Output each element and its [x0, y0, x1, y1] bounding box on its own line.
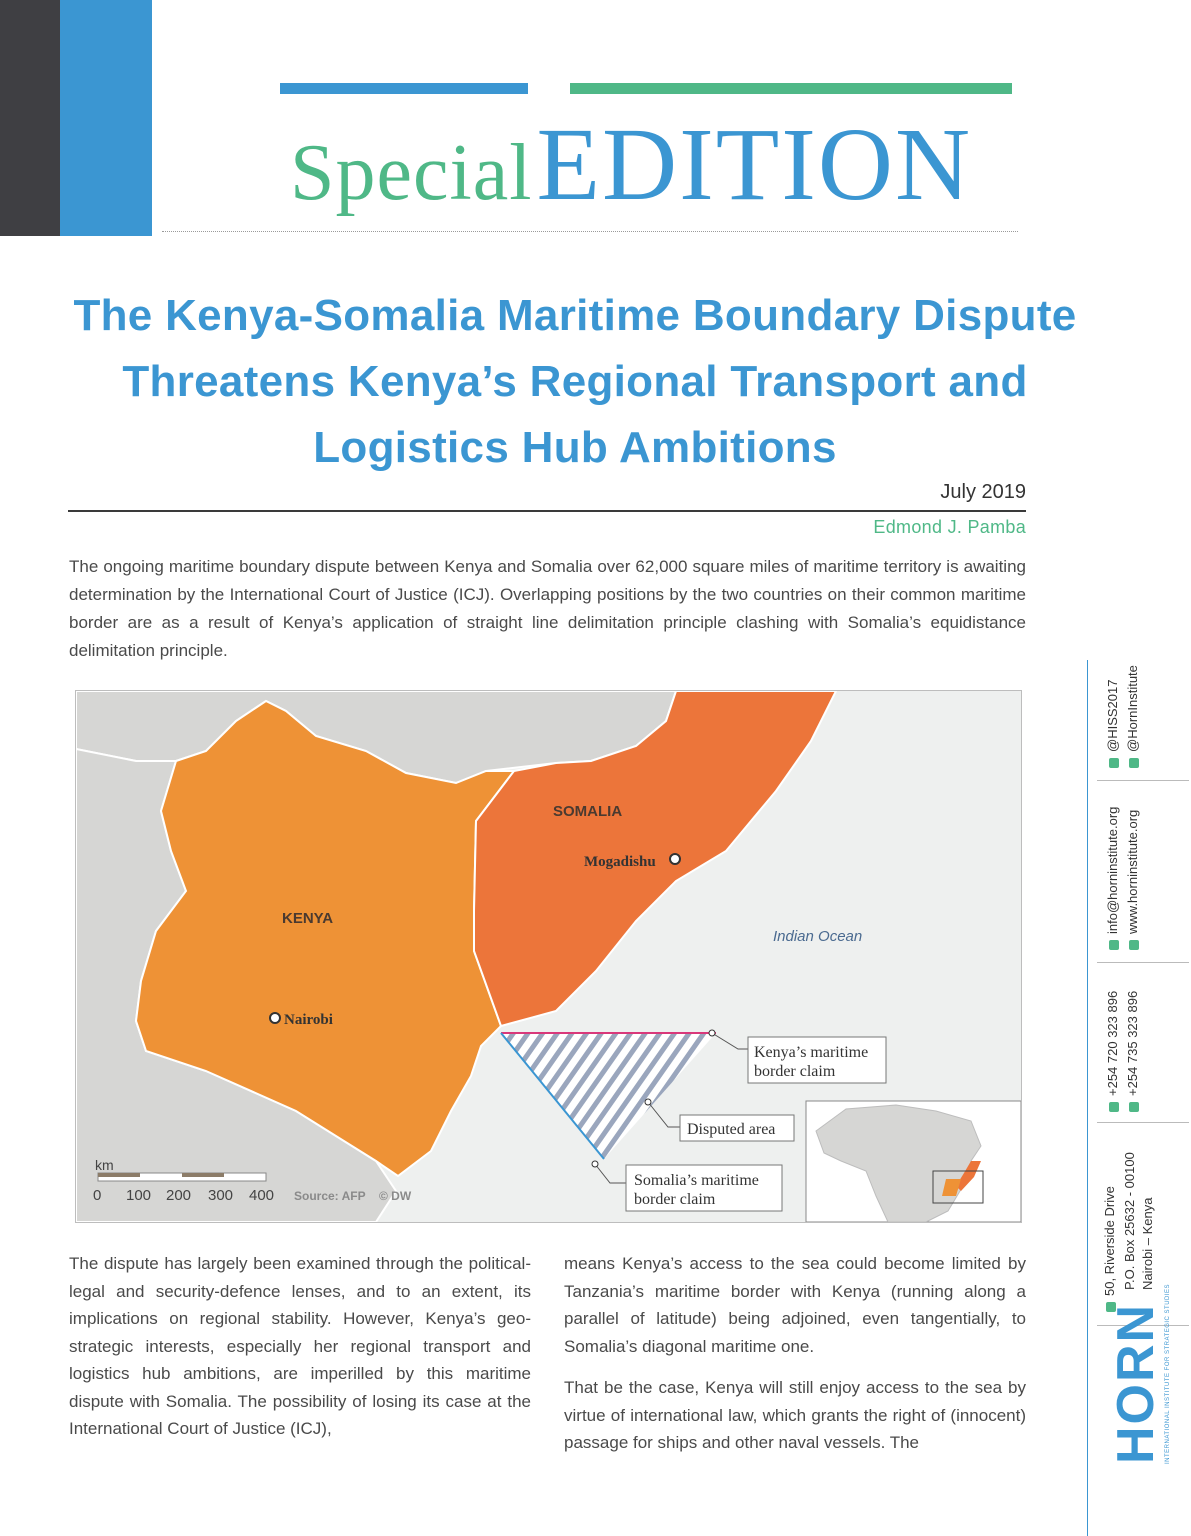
mobile-icon	[1129, 1102, 1139, 1112]
sidebar-divider	[1097, 1122, 1189, 1123]
body-column-right	[564, 1250, 1026, 1471]
kenya-claim-label-1: Kenya’s maritime	[754, 1044, 869, 1061]
disputed-label: Disputed area	[687, 1121, 776, 1138]
web-text: www.horninstitute.org	[1125, 809, 1140, 934]
article-date: July 2019	[940, 481, 1026, 503]
kenya-label: KENYA	[282, 910, 334, 927]
kenya-claim-label-2: border claim	[754, 1063, 836, 1080]
contact-web[interactable]	[1123, 810, 1143, 950]
address-line-1: 50, Riverside Drive	[1102, 1186, 1117, 1296]
masthead-edition: EDITION	[536, 107, 973, 222]
mogadishu-marker	[670, 854, 680, 864]
twitter-handle: @HornInstitute	[1125, 665, 1140, 752]
scale-tick-0: 0	[93, 1187, 102, 1204]
horn-logo: HORN	[1107, 1302, 1165, 1464]
map-svg	[76, 691, 1021, 1222]
article-title: The Kenya-Somalia Maritime Boundary Dispute Threatens Kenya’s Regional Transport and Logistics Hub Ambitions	[73, 291, 1077, 472]
contact-address-1	[1100, 1186, 1120, 1312]
nairobi-label: Nairobi	[284, 1012, 333, 1028]
body-paragraph: That be the case, Kenya will still enjoy access to the sea by virtue of international law, which grants the right of (innocent) passage for ships and other naval vessels. The	[564, 1378, 1026, 1452]
horn-logo-subtitle: INTERNATIONAL INSTITUTE FOR STRATEGIC STUDIES	[1165, 1283, 1171, 1464]
scale-unit: km	[95, 1157, 114, 1173]
body-column-left	[69, 1250, 531, 1457]
contact-address-2: P.O. Box 25632 - 00100	[1122, 1152, 1137, 1290]
masthead-green-rule	[570, 83, 1012, 94]
somalia-claim-label-1: Somalia’s maritime	[634, 1172, 759, 1189]
title-divider	[68, 510, 1026, 512]
facebook-handle: @HISS2017	[1105, 679, 1120, 752]
scale-tick-100: 100	[126, 1187, 152, 1204]
sidebar-rule	[1087, 660, 1088, 1536]
scale-seg-3	[182, 1173, 224, 1177]
scale-tick-400: 400	[249, 1187, 275, 1204]
masthead	[290, 105, 972, 224]
masthead-blue-rule	[280, 83, 528, 94]
scale-tick-200: 200	[166, 1187, 192, 1204]
map-figure	[75, 690, 1022, 1223]
phone-1-text: +254 720 323 896	[1105, 990, 1120, 1096]
social-twitter[interactable]	[1123, 665, 1143, 768]
contact-phone-2[interactable]	[1123, 991, 1143, 1112]
intro-paragraph: The ongoing maritime boundary dispute between Kenya and Somalia over 62,000 square miles of maritime territory is awaiting determination by the International Court of Justice (ICJ). Overlapping positions by the two countries on their common maritime border are as a result of Kenya’s application of straight line delimitation principle clashing with Somalia’s equidistance delimitation principle.	[69, 557, 1026, 660]
source-label: Source: AFP	[294, 1189, 366, 1203]
facebook-icon	[1109, 758, 1119, 768]
somalia-claim-marker	[592, 1161, 598, 1167]
inset-map	[806, 1101, 1021, 1222]
indian-ocean-label: Indian Ocean	[773, 928, 863, 945]
phone-2-text: +254 735 323 896	[1125, 990, 1140, 1096]
header-blue-bar	[60, 0, 152, 236]
header-dark-bar	[0, 0, 60, 236]
somalia-claim-label-2: border claim	[634, 1191, 716, 1208]
disputed-marker	[645, 1099, 651, 1105]
body-paragraph: The dispute has largely been examined through the political-legal and security-defence lenses, and to an extent, its implications on regional stability. However, Kenya’s geo-strategic interests, especially her regional transport and logistics hub ambitions, are imperilled by this maritime dispute with Somalia. The possibility of losing its case at the International Court of Justice (ICJ),	[69, 1254, 531, 1438]
kenya-claim-marker	[709, 1030, 715, 1036]
somalia-label: SOMALIA	[553, 803, 623, 820]
mogadishu-label: Mogadishu	[584, 854, 656, 870]
twitter-icon	[1129, 758, 1139, 768]
scale-seg-1	[98, 1173, 140, 1177]
sidebar-divider	[1097, 962, 1189, 963]
contact-phone-1[interactable]	[1103, 991, 1123, 1112]
contact-email[interactable]	[1103, 807, 1123, 950]
phone-icon	[1109, 1102, 1119, 1112]
sidebar-divider	[1097, 780, 1189, 781]
scale-tick-300: 300	[208, 1187, 234, 1204]
email-icon	[1109, 940, 1119, 950]
dw-label: © DW	[379, 1189, 412, 1203]
body-paragraph: means Kenya’s access to the sea could become limited by Tanzania’s maritime border with Kenya (running along a parallel of latitude) being adjoined, even tangentially, to Somalia’s diagonal maritime one.	[564, 1254, 1026, 1356]
contact-address-3: Nairobi – Kenya	[1140, 1197, 1155, 1290]
article-author: Edmond J. Pamba	[873, 517, 1026, 537]
globe-icon	[1129, 940, 1139, 950]
social-facebook[interactable]	[1103, 680, 1123, 768]
masthead-special: Special	[290, 129, 533, 217]
nairobi-marker	[270, 1013, 280, 1023]
email-text: info@horninstitute.org	[1105, 806, 1120, 934]
masthead-dotted-divider	[162, 231, 1018, 232]
